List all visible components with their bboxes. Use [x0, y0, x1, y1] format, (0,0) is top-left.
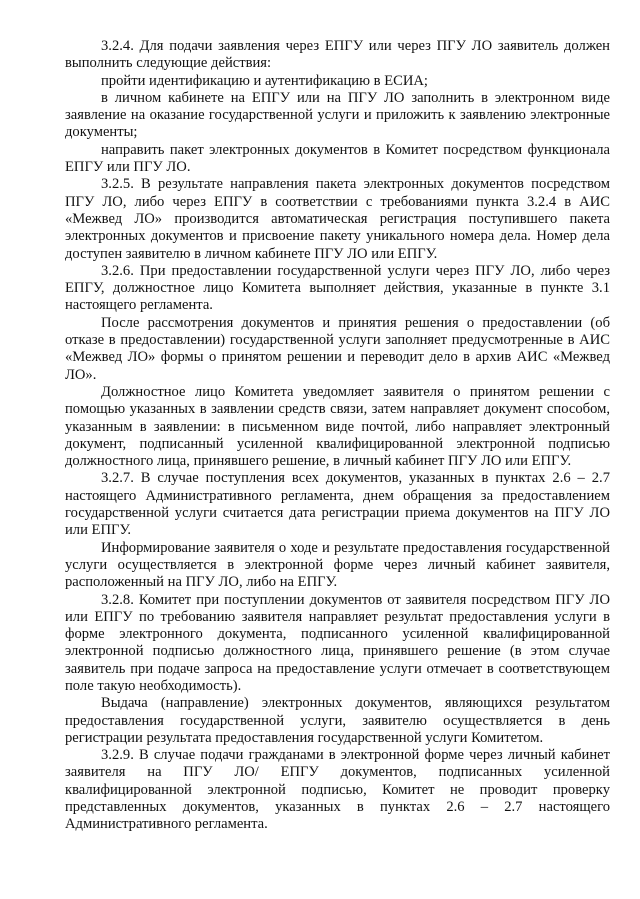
paragraph-3-2-8: 3.2.8. Комитет при поступлении документов от заявителя посредством ПГУ ЛО или ЕПГУ по требованию заявителя направляет результат предоставления услуги в форме электронного документа, подписанного усиленной квалифицированной электронной подписью должностного лица, принявшего решение (в этом случае заявитель при подаче запроса на предоставление услуги отмечает в соответствующем поле такую необходимость).: [65, 591, 610, 694]
paragraph-after-review: После рассмотрения документов и принятия решения о предоставлении (об отказе в предоставлении) государственной услуги заполняет предусмотренные в АИС «Межвед ЛО» формы о принятом решении и переводит дело в архив АИС «Межвед ЛО».: [65, 314, 610, 383]
paragraph-notification: Должностное лицо Комитета уведомляет заявителя о принятом решении с помощью указанных в заявлении средств связи, затем направляет документ способом, указанным в заявлении: в письменном виде почтой, либо направляет электронный документ, подписанный усиленной квалифицированной электронной подписью должностного лица, принявшего решение, в личный кабинет ПГУ ЛО или ЕПГУ.: [65, 383, 610, 470]
paragraph-3-2-4: 3.2.4. Для подачи заявления через ЕПГУ или через ПГУ ЛО заявитель должен выполнить следующие действия:: [65, 38, 610, 72]
paragraph-3-2-5: 3.2.5. В результате направления пакета электронных документов посредством ПГУ ЛО, либо через ЕПГУ в соответствии с требованиями пункта 3.2.4 в АИС «Межвед ЛО» производится автоматическая регистрация поступившего пакета электронных документов и присвоение пакету уникального номера дела. Номер дела доступен заявителю в личном кабинете ПГУ ЛО или ЕПГУ.: [65, 176, 610, 262]
paragraph-fill-application: в личном кабинете на ЕПГУ или на ПГУ ЛО заполнить в электронном виде заявление на оказание государственной услуги и приложить к заявлению электронные документы;: [65, 89, 610, 141]
paragraph-issuance: Выдача (направление) электронных документов, являющихся результатом предоставления государственной услуги, заявителю осуществляется в день регистрации результата предоставления государственной услуги Комитетом.: [65, 695, 610, 746]
paragraph-esia-identification: пройти идентификацию и аутентификацию в ЕСИА;: [101, 72, 428, 89]
paragraph-3-2-6: 3.2.6. При предоставлении государственной услуги через ПГУ ЛО, либо через ЕПГУ, должностное лицо Комитета выполняет действия, указанные в пункте 3.1 настоящего регламента.: [65, 262, 610, 314]
paragraph-3-2-9: 3.2.9. В случае подачи гражданами в электронной форме через личный кабинет заявителя на ПГУ ЛО/ ЕПГУ документов, подписанных усиленной квалифицированной электронной подписью, Комитет не проводит проверку представленных документов, указанных в пунктах 2.6 – 2.7 настоящего Административного регламента.: [65, 747, 610, 833]
paragraph-informing: Информирование заявителя о ходе и результате предоставления государственной услуги осуществляется в электронной форме через личный кабинет заявителя, расположенный на ПГУ ЛО, либо на ЕПГУ.: [65, 539, 610, 591]
paragraph-send-package: направить пакет электронных документов в Комитет посредством функционала ЕПГУ или ПГУ ЛО.: [65, 141, 610, 176]
paragraph-3-2-7: 3.2.7. В случае поступления всех документов, указанных в пунктах 2.6 – 2.7 настоящего Административного регламента, днем обращения за предоставлением государственной услуги считается дата регистрации приема документов на ПГУ ЛО или ЕПГУ.: [65, 470, 610, 539]
